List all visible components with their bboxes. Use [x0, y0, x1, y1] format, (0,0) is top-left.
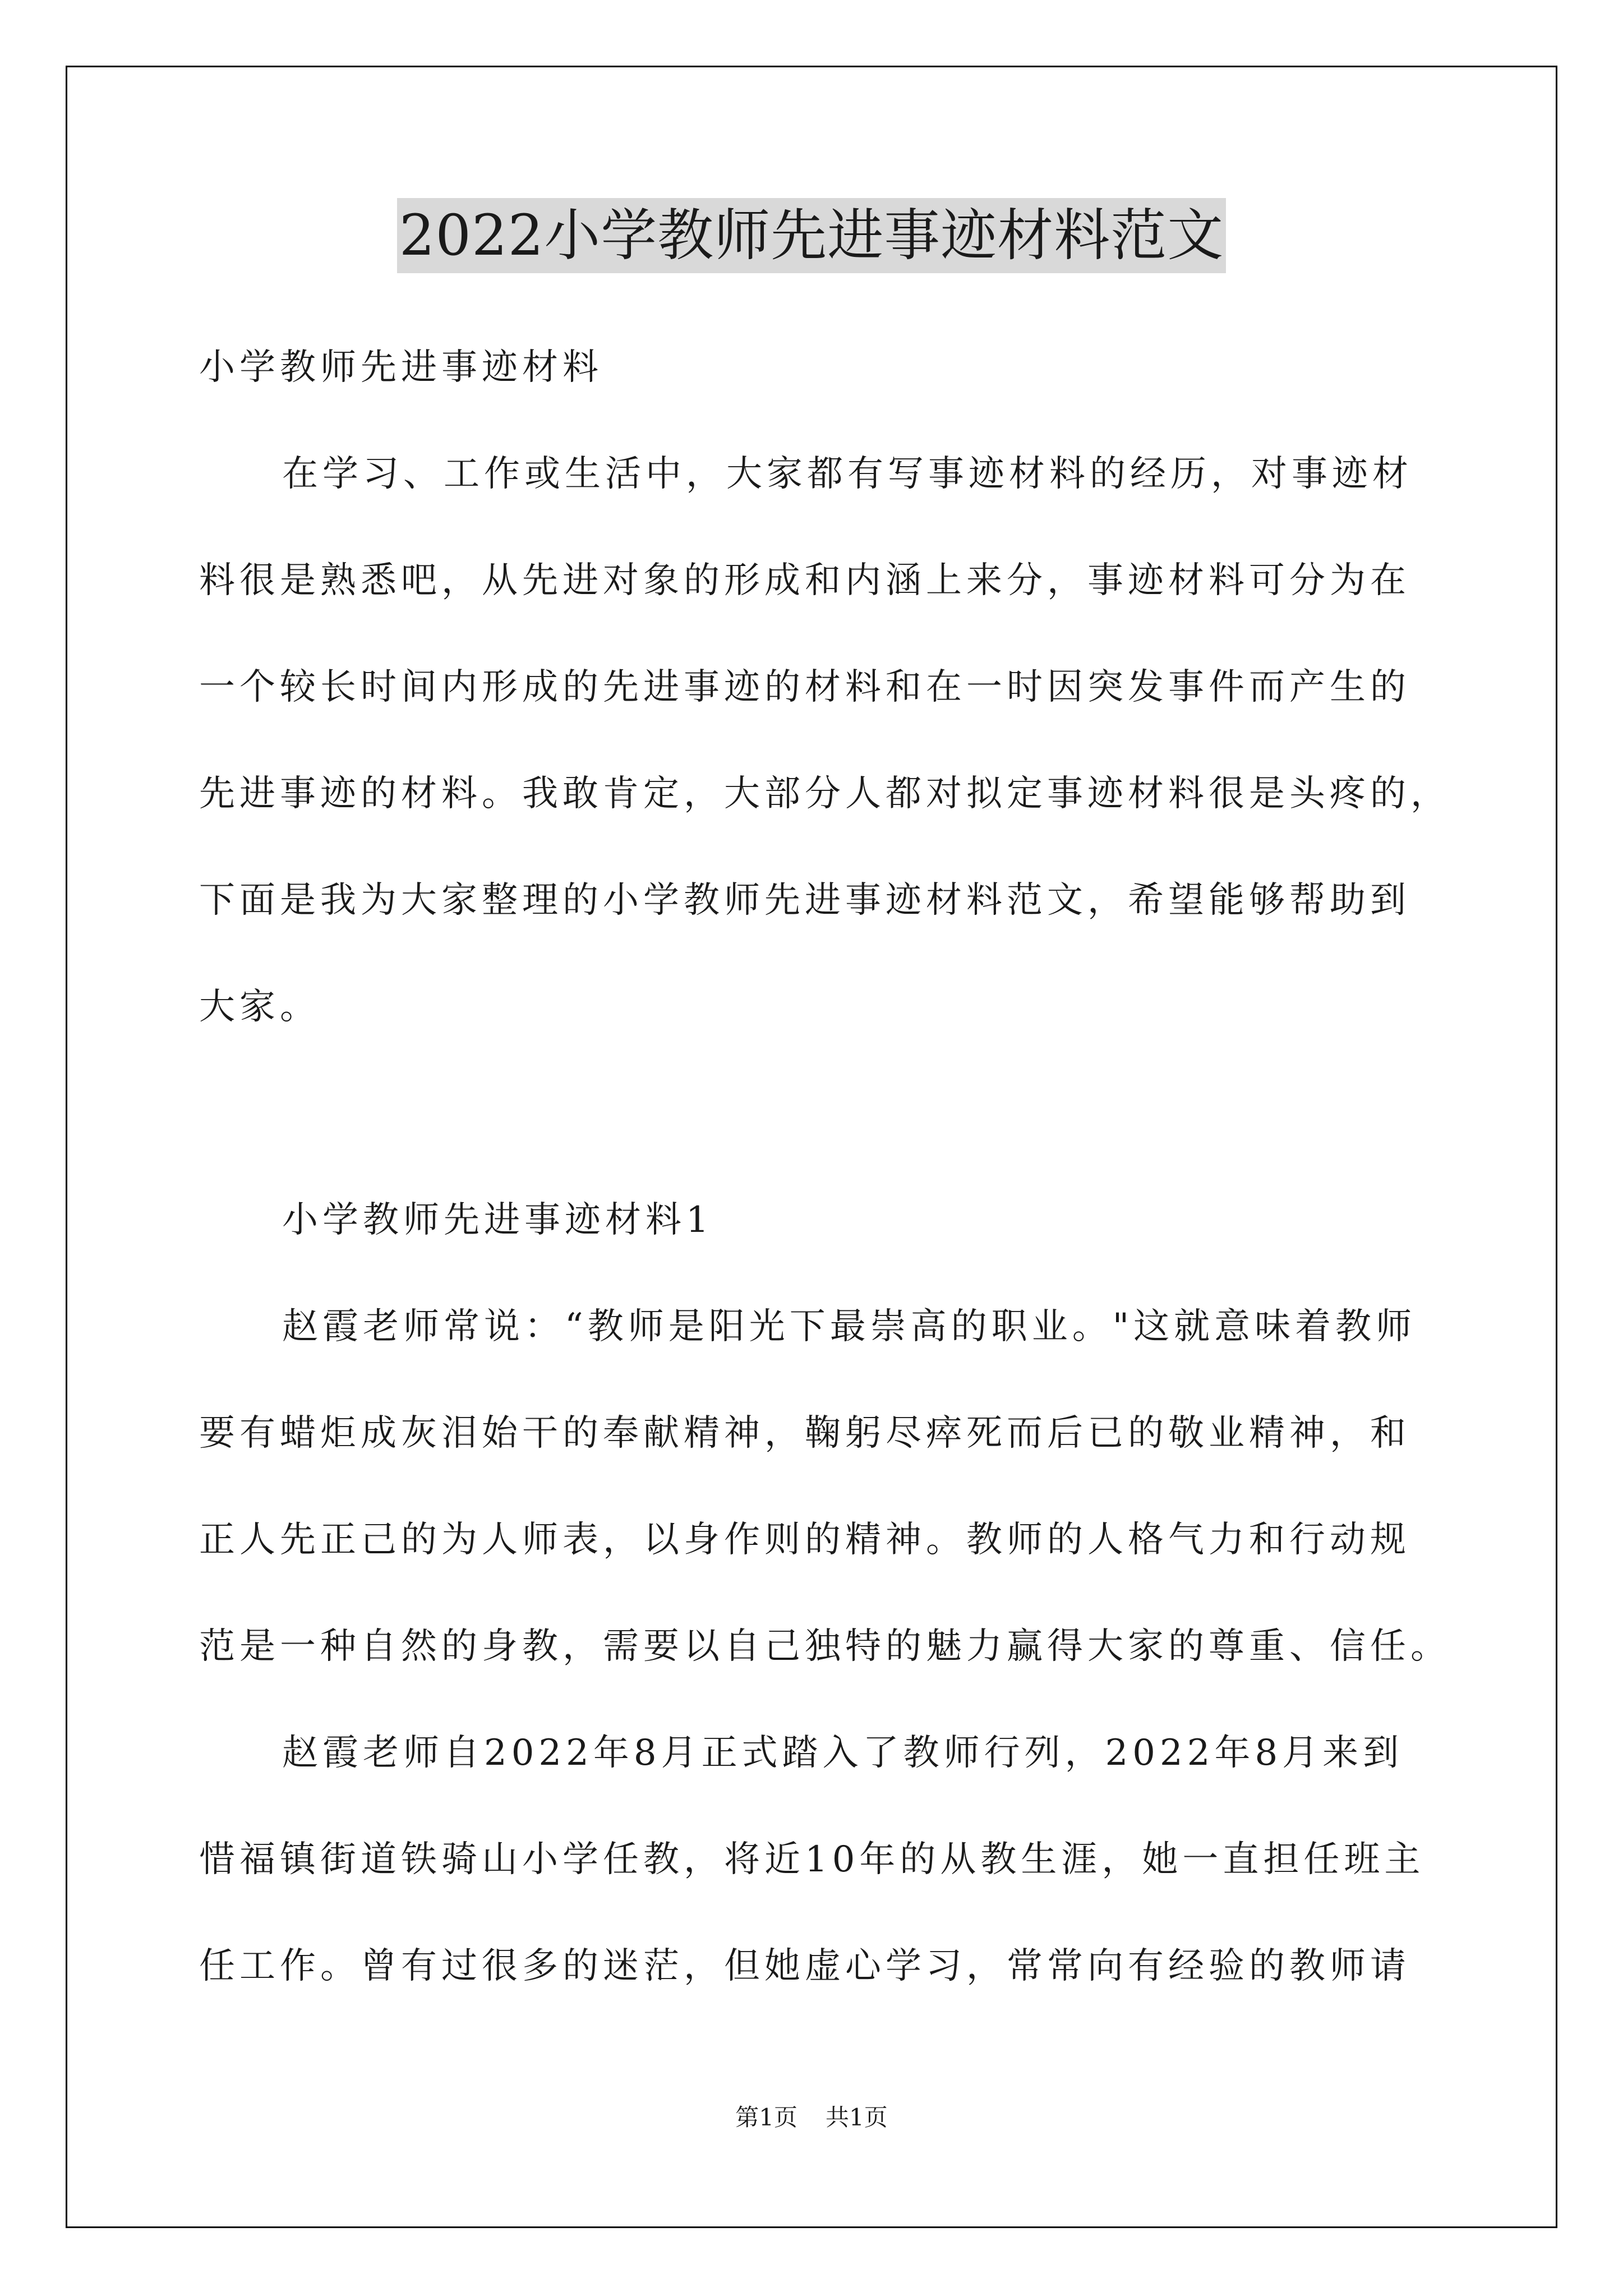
document-title-container	[0, 198, 1623, 273]
paragraph-line: 范是一种自然的身教，需要以自己独特的魅力赢得大家的尊重、信任。	[199, 1626, 1451, 1667]
paragraph-line: 赵霞老师自2022年8月正式踏入了教师行列，2022年8月来到	[282, 1732, 1404, 1774]
document-title: 2022小学教师先进事迹材料范文	[397, 198, 1227, 273]
intro-line: 下面是我为大家整理的小学教师先进事迹材料范文，希望能够帮助到	[199, 880, 1410, 921]
paragraph-line: 赵霞老师常说：“教师是阳光下最崇高的职业。"这就意味着教师	[282, 1306, 1417, 1347]
section-heading: 小学教师先进事迹材料1	[282, 1199, 713, 1241]
page-number: 第1页	[735, 2104, 797, 2131]
intro-line: 大家。	[199, 986, 320, 1028]
paragraph-line: 任工作。曾有过很多的迷茫，但她虚心学习，常常向有经验的教师请	[199, 1945, 1410, 1987]
intro-line: 料很是熟悉吧，从先进对象的形成和内涵上来分，事迹材料可分为在	[199, 560, 1410, 601]
document-subtitle: 小学教师先进事迹材料	[199, 347, 603, 388]
paragraph-line: 正人先正己的为人师表，以身作则的精神。教师的人格气力和行动规	[199, 1519, 1410, 1561]
intro-line: 在学习、工作或生活中，大家都有写事迹材料的经历，对事迹材	[282, 453, 1413, 495]
page-footer	[0, 2101, 1623, 2134]
paragraph-line: 要有蜡炬成灰泪始干的奉献精神，鞠躬尽瘁死而后已的敬业精神，和	[199, 1412, 1410, 1454]
paragraph-spacer	[199, 1060, 1444, 1167]
intro-line: 一个较长时间内形成的先进事迹的材料和在一时因突发事件而产生的	[199, 666, 1410, 708]
page-total: 共1页	[826, 2104, 888, 2131]
document-body	[199, 314, 1451, 2019]
intro-line: 先进事迹的材料。我敢肯定，大部分人都对拟定事迹材料很是头疼的，	[199, 773, 1451, 815]
paragraph-line: 惜福镇街道铁骑山小学任教，将近10年的从教生涯，她一直担任班主	[199, 1839, 1425, 1880]
